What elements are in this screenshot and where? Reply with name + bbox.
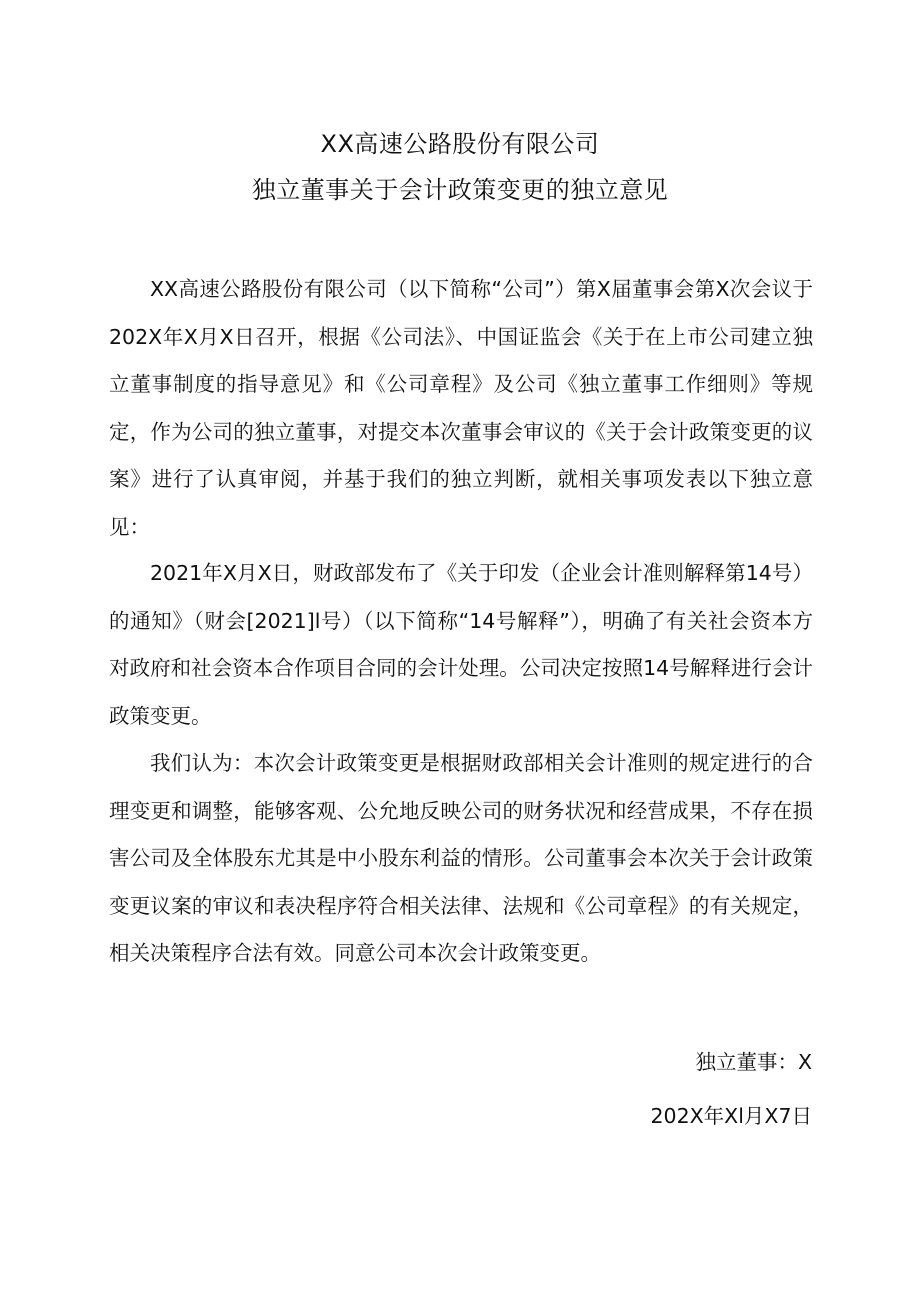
paragraph-intro: XX高速公路股份有限公司（以下简称“公司”）第X届董事会第X次会议于202X年X月X日召开，根据《公司法》、中国证监会《关于在上市公司建立独立董事制度的指导意见》和《公司章程》及公司《独立董事工作细则》等规定，作为公司的独立董事，对提交本次董事会审议的《关于会计政策变更的议案》进行了认真审阅，并基于我们的独立判断，就相关事项发表以下独立意见：: [109, 277, 813, 539]
document-title-company: XX高速公路股份有限公司: [320, 130, 600, 158]
paragraph-background: 2021年X月X日，财政部发布了《关于印发（企业会计准则解释第14号）的通知》（财会[2021]l号）（以下简称“14号解释”），明确了有关社会资本方对政府和社会资本合作项目合同的会计处理。公司决定按照14号解释进行会计政策变更。: [109, 561, 813, 728]
document-title-subject: 独立董事关于会计政策变更的独立意见: [251, 176, 669, 204]
paragraph-opinion: 我们认为：本次会计政策变更是根据财政部相关会计准则的规定进行的合理变更和调整，能够客观、公允地反映公司的财务状况和经营成果，不存在损害公司及全体股东尤其是中小股东利益的情形。公司董事会本次关于会计政策变更议案的审议和表决程序符合相关法律、法规和《公司章程》的有关规定，相关决策程序合法有效。同意公司本次会计政策变更。: [109, 751, 813, 966]
signature-date: 202X年Xl月X7日: [650, 1104, 812, 1128]
signature-director: 独立董事：X: [695, 1050, 812, 1074]
